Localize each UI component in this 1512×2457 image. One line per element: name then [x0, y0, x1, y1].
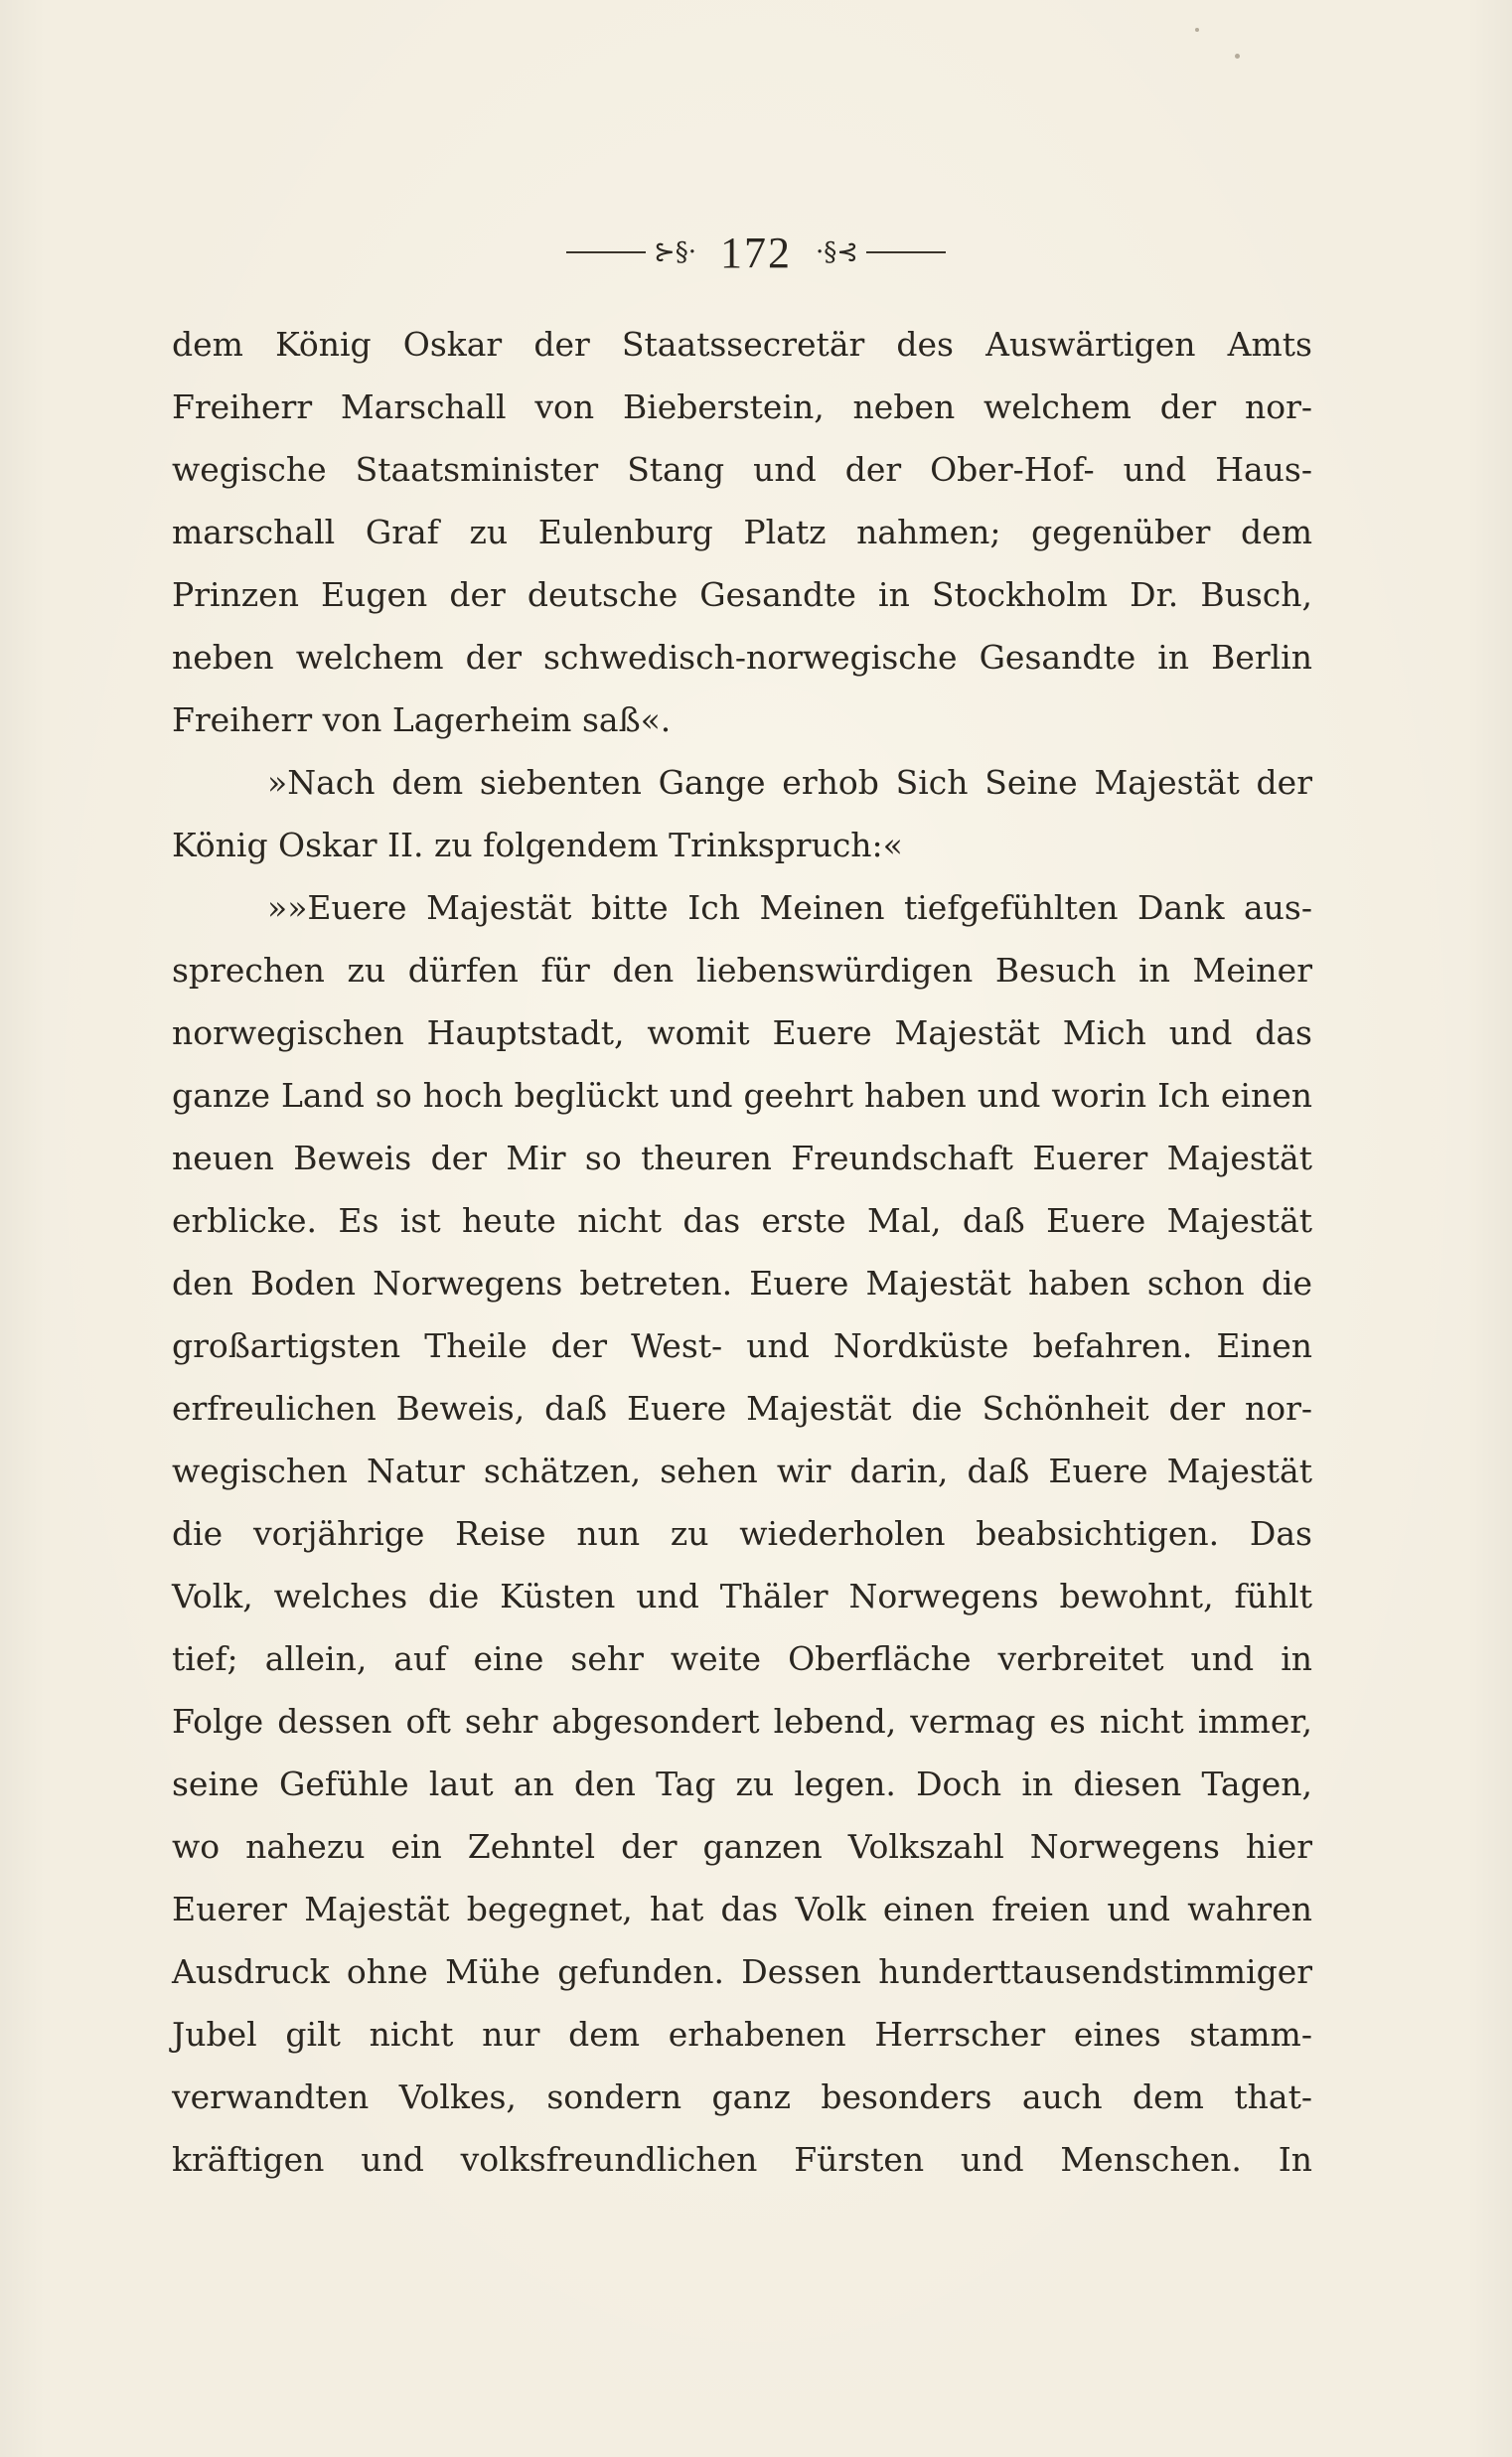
- text-line: Euerer Majestät begegnet, hat das Volk einen freien und wahren: [172, 1890, 1312, 1928]
- text-line: norwegischen Hauptstadt, womit Euere Majestät Mich und das: [172, 1013, 1312, 1052]
- text-line: erfreulichen Beweis, daß Euere Majestät die Schönheit der nor-: [172, 1389, 1312, 1428]
- text-line: erblicke. Es ist heute nicht das erste Mal, daß Euere Majestät: [172, 1201, 1312, 1240]
- text-line: neuen Beweis der Mir so theuren Freundschaft Euerer Majestät: [172, 1139, 1312, 1177]
- header-ornament-right: ·§⊰: [816, 237, 859, 267]
- text-line: dem König Oskar der Staatssecretär des Auswärtigen Amts: [172, 325, 1312, 364]
- body-text: [172, 313, 1312, 2191]
- page-header: [0, 223, 1512, 282]
- text-line: tief; allein, auf eine sehr weite Oberfläche verbreitet und in: [172, 1639, 1312, 1678]
- text-line: den Boden Norwegens betreten. Euere Majestät haben schon die: [172, 1264, 1312, 1303]
- header-rule-right: [866, 251, 946, 253]
- text-line: Folge dessen oft sehr abgesondert lebend, vermag es nicht immer,: [172, 1702, 1312, 1741]
- text-line: »Nach dem siebenten Gange erhob Sich Seine Majestät der: [267, 763, 1312, 802]
- header-rule-left: [566, 251, 646, 253]
- text-line: kräftigen und volksfreundlichen Fürsten und Menschen. In: [172, 2140, 1312, 2179]
- text-line: ganze Land so hoch beglückt und geehrt haben und worin Ich einen: [172, 1076, 1312, 1115]
- paper-speck: [1195, 28, 1199, 32]
- text-line: großartigsten Theile der West- und Nordküste befahren. Einen: [172, 1326, 1312, 1365]
- text-line: König Oskar II. zu folgendem Trinkspruch:«: [172, 826, 903, 864]
- text-line: marschall Graf zu Eulenburg Platz nahmen; gegenüber dem: [172, 513, 1312, 551]
- text-line: seine Gefühle laut an den Tag zu legen. Doch in diesen Tagen,: [172, 1765, 1312, 1803]
- text-line: Ausdruck ohne Mühe gefunden. Dessen hunderttausendstimmiger: [172, 1952, 1312, 1991]
- text-line: neben welchem der schwedisch-norwegische Gesandte in Berlin: [172, 638, 1312, 677]
- text-line: wo nahezu ein Zehntel der ganzen Volkszahl Norwegens hier: [172, 1827, 1312, 1866]
- text-line: Freiherr von Lagerheim saß«.: [172, 700, 672, 739]
- text-line: die vorjährige Reise nun zu wiederholen beabsichtigen. Das: [172, 1514, 1312, 1553]
- page-number: 172: [720, 228, 792, 277]
- text-line: sprechen zu dürfen für den liebenswürdigen Besuch in Meiner: [172, 951, 1312, 990]
- text-line: verwandten Volkes, sondern ganz besonders auch dem that-: [172, 2077, 1312, 2116]
- paper-speck: [1235, 54, 1240, 59]
- header-ornament-left: ⊱§·: [653, 237, 696, 267]
- text-line: Volk, welches die Küsten und Thäler Norwegens bewohnt, fühlt: [172, 1577, 1312, 1615]
- text-line: Jubel gilt nicht nur dem erhabenen Herrscher eines stamm-: [172, 2015, 1312, 2054]
- text-line: Freiherr Marschall von Bieberstein, neben welchem der nor-: [172, 387, 1312, 426]
- text-line: wegische Staatsminister Stang und der Ober-Hof- und Haus-: [172, 450, 1312, 489]
- text-line: »»Euere Majestät bitte Ich Meinen tiefgefühlten Dank aus-: [267, 888, 1312, 927]
- text-line: Prinzen Eugen der deutsche Gesandte in Stockholm Dr. Busch,: [172, 575, 1312, 614]
- text-line: wegischen Natur schätzen, sehen wir darin, daß Euere Majestät: [172, 1452, 1312, 1490]
